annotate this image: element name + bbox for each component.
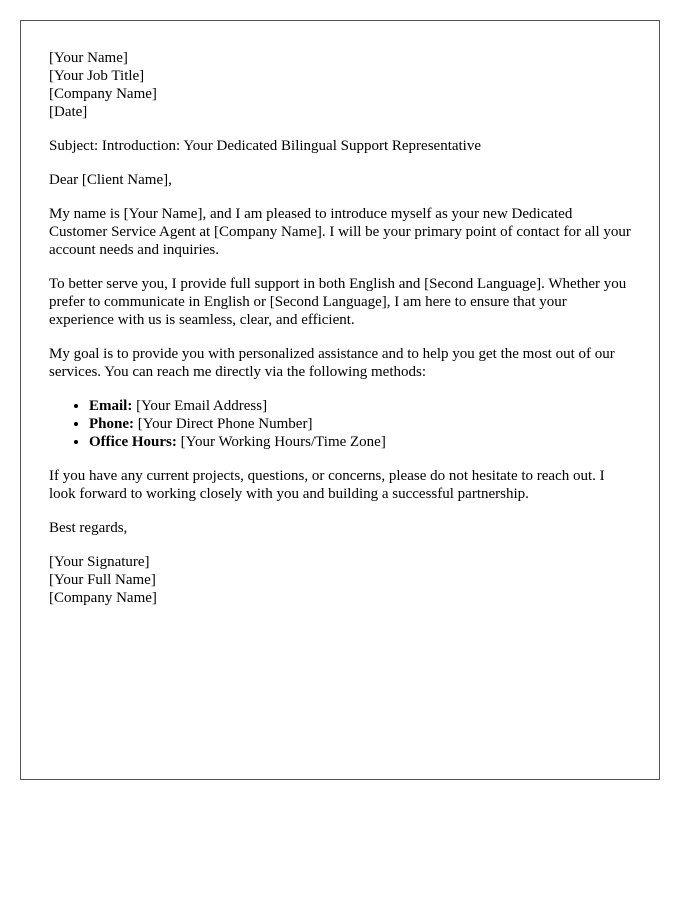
sender-name: [Your Name] — [49, 50, 128, 66]
body-paragraph-language: To better serve you, I provide full support in both English and [Second Language]. Whether you prefer to communicate in English or [Second Language], I am here to ensure that your experience with us is seamless, clear, and efficient. — [49, 276, 627, 328]
contact-item-phone — [89, 415, 631, 433]
sender-company: [Company Name] — [49, 86, 157, 102]
contact-value: [Your Direct Phone Number] — [134, 416, 313, 432]
signature: [Your Signature] — [49, 554, 150, 570]
letter-date: [Date] — [49, 104, 88, 120]
body-paragraph-goal: My goal is to provide you with personalized assistance and to help you get the most out of our services. You can reach me directly via the following methods: — [49, 346, 615, 380]
contact-label: Phone: — [89, 416, 134, 432]
signer-full-name: [Your Full Name] — [49, 572, 156, 588]
contact-item-email — [89, 397, 631, 415]
closing-paragraph: If you have any current projects, questions, or concerns, please do not hesitate to reach out. I look forward to working closely with you and building a successful partnership. — [49, 468, 605, 502]
contact-label: Office Hours: — [89, 434, 177, 450]
subject-line: Subject: Introduction: Your Dedicated Bilingual Support Representative — [49, 138, 482, 154]
contact-value: [Your Email Address] — [132, 398, 268, 414]
body-paragraph-intro: My name is [Your Name], and I am pleased to introduce myself as your new Dedicated Customer Service Agent at [Company Name]. I will be your primary point of contact for all your account needs and inquiries. — [49, 206, 631, 258]
letter-page — [20, 20, 660, 780]
contact-label: Email: — [89, 398, 133, 414]
sender-block — [49, 49, 631, 121]
contact-list — [49, 397, 631, 451]
sender-job-title: [Your Job Title] — [49, 68, 145, 84]
signature-block — [49, 553, 631, 607]
signer-company: [Company Name] — [49, 590, 157, 606]
contact-value: [Your Working Hours/Time Zone] — [176, 434, 386, 450]
contact-item-office-hours — [89, 433, 631, 451]
sign-off: Best regards, — [49, 520, 128, 536]
greeting: Dear [Client Name], — [49, 172, 172, 188]
